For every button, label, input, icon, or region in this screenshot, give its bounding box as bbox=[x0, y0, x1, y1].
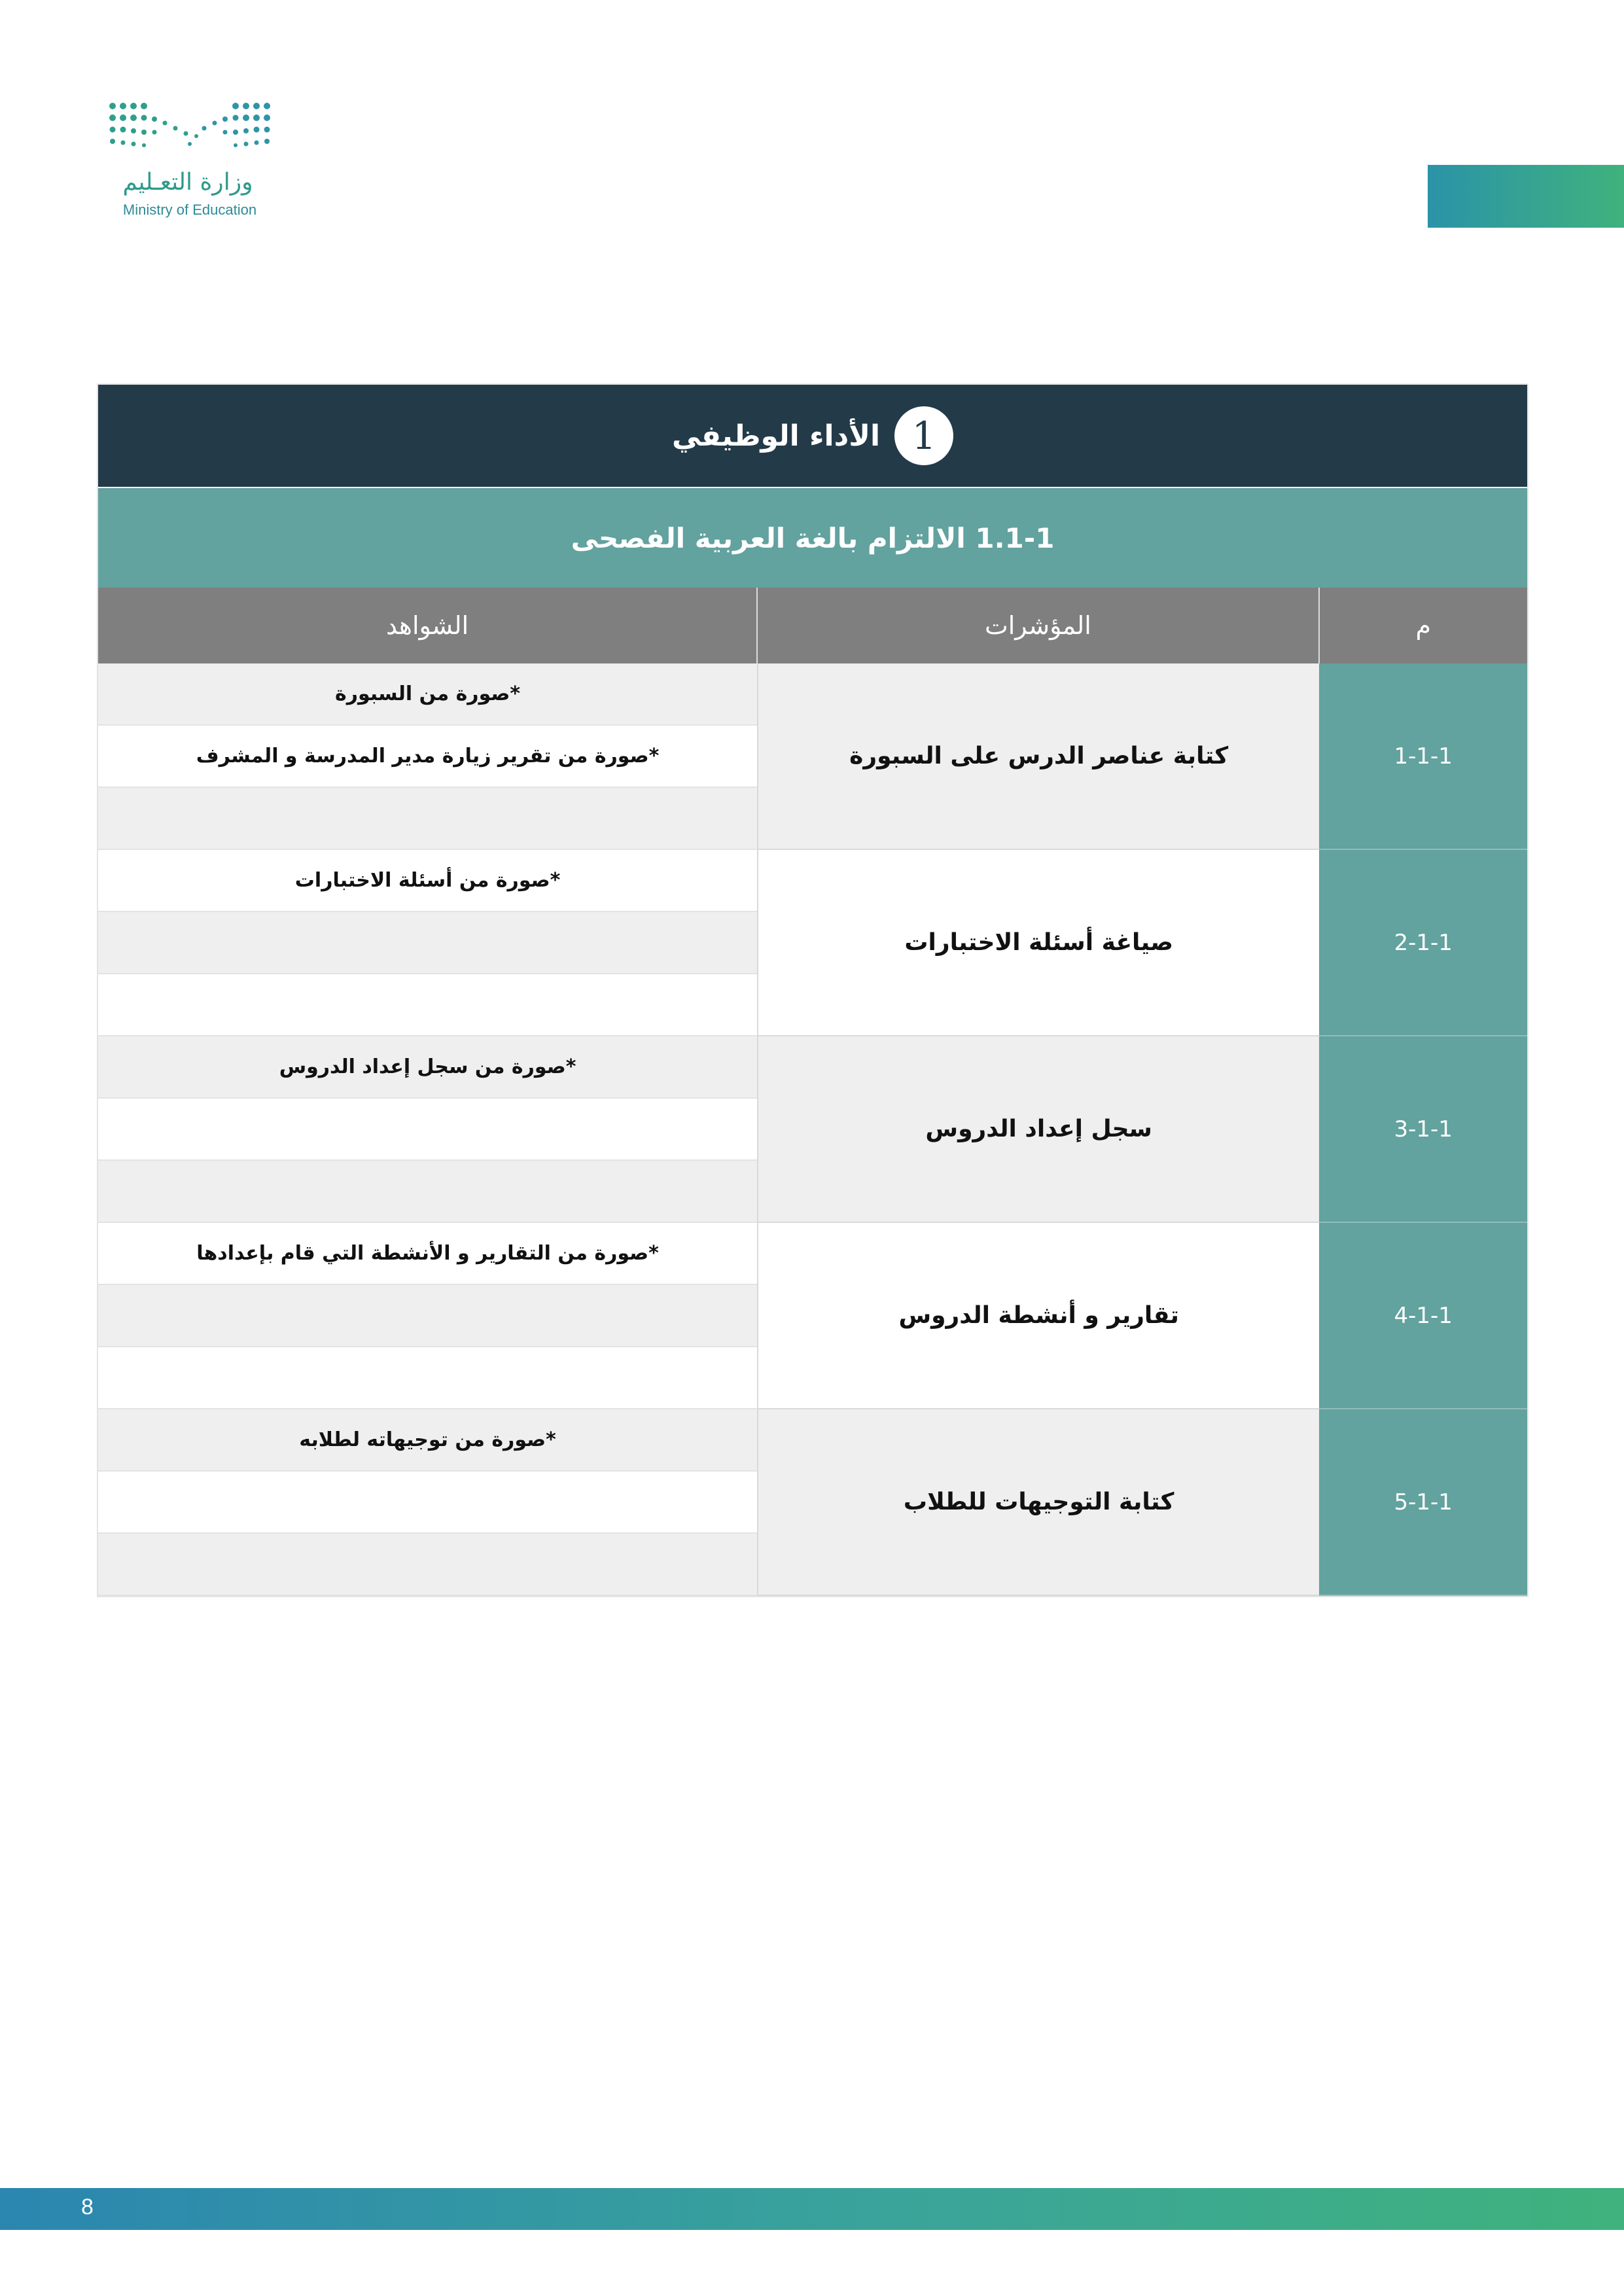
row-indicator: سجل إعداد الدروس bbox=[757, 1036, 1319, 1223]
logo-arabic-text: وزارة التعـليم bbox=[122, 169, 253, 196]
evidence-line bbox=[98, 1285, 757, 1347]
row-evidence bbox=[98, 663, 757, 850]
table-row bbox=[98, 1036, 1527, 1223]
header-num: م bbox=[1318, 588, 1527, 663]
evidence-line bbox=[98, 974, 757, 1036]
logo-english-text: Ministry of Education bbox=[122, 202, 257, 218]
row-number: 2-1-1 bbox=[1319, 850, 1527, 1036]
corner-accent-bar bbox=[1428, 165, 1624, 228]
ministry-logo bbox=[105, 98, 275, 229]
evidence-line bbox=[98, 1099, 757, 1161]
row-number: 5-1-1 bbox=[1319, 1409, 1527, 1596]
table-row bbox=[98, 663, 1527, 850]
row-number: 3-1-1 bbox=[1319, 1036, 1527, 1223]
row-evidence bbox=[98, 1223, 757, 1409]
row-evidence bbox=[98, 850, 757, 1036]
evidence-line bbox=[98, 1347, 757, 1409]
section-title-band bbox=[98, 385, 1527, 487]
evidence-line bbox=[98, 788, 757, 850]
evidence-line: *صورة من أسئلة الاختبارات bbox=[98, 850, 757, 912]
evidence-line bbox=[98, 1534, 757, 1596]
header-evidence: الشواهد bbox=[385, 611, 469, 640]
evidence-line: *صورة من توجيهاته لطلابه bbox=[98, 1409, 757, 1472]
evidence-line bbox=[98, 1472, 757, 1534]
performance-table bbox=[98, 385, 1527, 1596]
page-number: 8 bbox=[81, 2195, 94, 2219]
header-indicators: المؤشرات bbox=[756, 588, 1318, 663]
row-number: 4-1-1 bbox=[1319, 1223, 1527, 1409]
evidence-line bbox=[98, 912, 757, 974]
table-row bbox=[98, 1223, 1527, 1409]
logo-dots-icon bbox=[105, 98, 275, 157]
row-indicator: كتابة التوجيهات للطلاب bbox=[757, 1409, 1319, 1596]
row-indicator: صياغة أسئلة الاختبارات bbox=[757, 850, 1319, 1036]
row-number: 1-1-1 bbox=[1319, 663, 1527, 850]
evidence-line: *صورة من تقرير زيارة مدير المدرسة و المشرف bbox=[98, 726, 757, 788]
table-row bbox=[98, 850, 1527, 1036]
section-title: الأداء الوظيفي bbox=[671, 419, 881, 453]
section-subtitle: 1.1-1 الالتزام بالغة العربية الفصحى bbox=[98, 487, 1527, 588]
row-evidence bbox=[98, 1409, 757, 1596]
evidence-line bbox=[98, 1161, 757, 1223]
evidence-line: *صورة من سجل إعداد الدروس bbox=[98, 1036, 757, 1099]
evidence-line: *صورة من التقارير و الأنشطة التي قام بإعدادها bbox=[98, 1223, 757, 1285]
table-row bbox=[98, 1409, 1527, 1596]
row-indicator: تقارير و أنشطة الدروس bbox=[757, 1223, 1319, 1409]
row-evidence bbox=[98, 1036, 757, 1223]
footer-bar bbox=[0, 2188, 1624, 2230]
table-header-row bbox=[98, 588, 1527, 663]
section-number-badge: 1 bbox=[894, 406, 953, 465]
evidence-line: *صورة من السبورة bbox=[98, 663, 757, 726]
row-indicator: كتابة عناصر الدرس على السبورة bbox=[757, 663, 1319, 850]
